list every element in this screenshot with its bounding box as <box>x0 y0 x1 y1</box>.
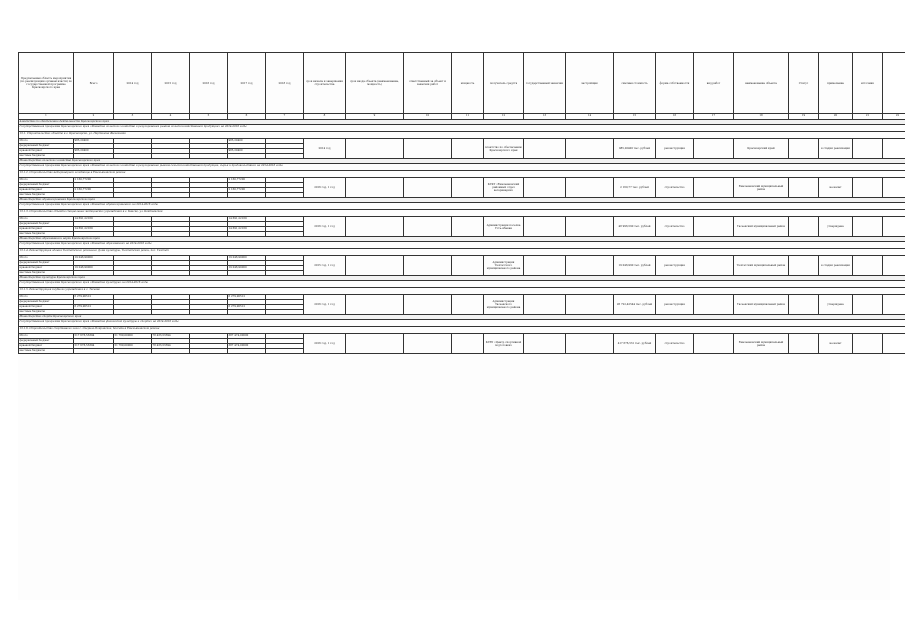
extra-cell <box>883 178 905 198</box>
column-number: 19 <box>789 114 819 120</box>
status-cell <box>789 178 819 198</box>
column-number: 8 <box>304 114 346 120</box>
item-row <box>19 288 905 295</box>
total-cell: 14 691,22169 <box>74 217 114 222</box>
capacity-cell <box>452 139 484 159</box>
builder-cell <box>566 334 614 354</box>
row-label: Итого <box>19 256 74 261</box>
agent-cell: Администрация поселка Усть-Абакан <box>484 217 524 237</box>
column-number: 21 <box>853 114 883 120</box>
agent-cell: КГБУ «Центр спортивной подготовки» <box>484 334 524 354</box>
note-cell: не начат <box>819 334 853 354</box>
column-number: 1 <box>19 114 74 120</box>
object-cell <box>346 139 404 159</box>
owner-name-cell: Красноярский край <box>734 139 789 159</box>
total-cell: 517 676,53394 <box>74 344 114 349</box>
year-cell: 6 279,90512 <box>228 295 266 300</box>
row-label: Итого <box>19 295 74 300</box>
year-cell: 6 279,90512 <box>228 305 266 310</box>
program-title: Государственная программа Красноярского края «Развитие образования» на 2014-2016 годы <box>19 242 905 249</box>
item-title: 13.1.5. Реконструкция клубного учреждения в с. Тасеево <box>19 288 905 295</box>
cost-cell: 48 996,590 тыс. рублей <box>614 217 656 237</box>
object-cell <box>346 217 404 237</box>
row-label: местные бюджеты <box>19 154 74 159</box>
work-cell <box>694 139 734 159</box>
row-label: краевой бюджет <box>19 266 74 271</box>
note-cell: в стадии реализации <box>819 139 853 159</box>
year-cell: 387 474,00000 <box>228 344 266 349</box>
builder-cell <box>566 178 614 198</box>
year-cell: 14 691,22169 <box>228 217 266 222</box>
column-number: 16 <box>656 114 694 120</box>
total-cell: 2 160,77200 <box>74 178 114 183</box>
row-label: федеральный бюджет <box>19 222 74 227</box>
extra-cell <box>883 217 905 237</box>
item-row <box>19 171 905 178</box>
period-cell: 2015 год, 1 год <box>304 256 346 276</box>
program-title: Государственная программа Красноярского края «Развитие сельского хозяйства и регулирование рынков сельскохозяйственной продукции, сырья и продовольствия» на 2014-2016 годы <box>19 164 905 171</box>
period-cell: 2016 год, 1 год <box>304 295 346 315</box>
year-cell: 14 691,22169 <box>228 227 266 232</box>
year-cell: 2 160,77200 <box>228 188 266 193</box>
column-number: 7 <box>266 114 304 120</box>
column-number: 6 <box>228 114 266 120</box>
program-row <box>19 125 905 132</box>
year-cell <box>228 349 266 354</box>
owner-name-cell: Тюхтетский муниципальный район <box>734 256 789 276</box>
program-title: Государственная программа Красноярского края «Развитие здравоохранения» на 2014-2016 годы <box>19 203 905 210</box>
agent-cell: Администрация Тюхтетского муниципального района <box>484 256 524 276</box>
row-label: Итого <box>19 217 74 222</box>
row-label: федеральный бюджет <box>19 261 74 266</box>
year-cell: 51 769,00000 <box>114 344 152 349</box>
column-number: 2 <box>74 114 114 120</box>
column-header: 2015 год <box>152 53 190 114</box>
column-header: государственный заказчик <box>524 53 566 114</box>
owner-cell <box>404 295 452 315</box>
builder-cell <box>566 295 614 315</box>
period-cell: 2014 год <box>304 139 346 159</box>
year-cell <box>152 349 190 354</box>
row-label: местные бюджеты <box>19 349 74 354</box>
capacity-cell <box>452 256 484 276</box>
program-title: Государственная программа Красноярского края «Развитие культуры» на 2014-2016 годы <box>19 281 905 288</box>
total-cell: 19 046,99000 <box>74 256 114 261</box>
status-cell <box>789 256 819 276</box>
column-number: 5 <box>190 114 228 120</box>
header-row <box>19 53 905 114</box>
customer-cell <box>524 295 566 315</box>
item-row <box>19 210 905 217</box>
total-cell: 6 279,90512 <box>74 305 114 310</box>
cost-cell: 26 722,42544 тыс. рублей <box>614 295 656 315</box>
object-cell <box>346 334 404 354</box>
status-cell <box>789 139 819 159</box>
row-label: краевой бюджет <box>19 227 74 232</box>
program-row <box>19 281 905 288</box>
item-title: 13.1.3. Строительство объекта специальных медицинских учреждений в г. Канске, ул. Кайтымская <box>19 210 905 217</box>
row-label: федеральный бюджет <box>19 144 74 149</box>
object-cell <box>346 295 404 315</box>
builder-cell <box>566 256 614 276</box>
column-number: 22 <box>883 114 905 120</box>
column-header: 2016 год <box>190 53 228 114</box>
column-header: сметная стоимость <box>614 53 656 114</box>
column-number: 12 <box>484 114 524 120</box>
item-title: 13.1.2. Строительство ветеринарной лечебницы в Емельяновском районе <box>19 171 905 178</box>
status-cell <box>789 217 819 237</box>
section-title: Министерство здравоохранения Красноярского края <box>19 198 905 203</box>
column-number: 15 <box>614 114 656 120</box>
column-header: ответственный за объект и заказчик работ <box>404 53 452 114</box>
row-label: Итого <box>19 334 74 339</box>
column-number: 20 <box>819 114 853 120</box>
row-label: федеральный бюджет <box>19 339 74 344</box>
capacity-cell <box>452 178 484 198</box>
capacity-cell <box>452 217 484 237</box>
total-cell: 14 691,22169 <box>74 227 114 232</box>
owner-cell <box>404 178 452 198</box>
owner-cell <box>404 139 452 159</box>
year-cell: 19 046,99000 <box>228 266 266 271</box>
kind-cell: строительство <box>656 217 694 237</box>
customer-cell <box>524 256 566 276</box>
column-header: 2017 год <box>228 53 266 114</box>
agent-cell: КГКУ «Емельяновский районный отдел ветеринарии» <box>484 178 524 198</box>
year-cell: 78 433,53394 <box>152 334 190 339</box>
owner-cell <box>404 256 452 276</box>
row-label: Итого <box>19 139 74 144</box>
status-cell <box>789 334 819 354</box>
column-number: 3 <box>114 114 152 120</box>
column-header <box>883 53 905 114</box>
object-cell <box>346 256 404 276</box>
total-cell <box>74 349 114 354</box>
column-number: 13 <box>524 114 566 120</box>
cost-cell: 985,20400 тыс. рублей <box>614 139 656 159</box>
year-cell <box>114 349 152 354</box>
column-header: вид работ <box>694 53 734 114</box>
kind-cell: реконструкция <box>656 139 694 159</box>
column-header: Предлагаемая область мероприятия (по реализующим органам власти) по государственной программе Красноярского края <box>19 53 74 114</box>
source-cell <box>853 139 883 159</box>
item-row <box>19 249 905 256</box>
column-header: примечание <box>819 53 853 114</box>
column-header: срок ввода объекта (наименование, мощность) <box>346 53 404 114</box>
column-header: 2014 год <box>114 53 152 114</box>
kind-cell: строительство <box>656 178 694 198</box>
status-cell <box>789 295 819 315</box>
builder-cell <box>566 139 614 159</box>
work-cell <box>694 217 734 237</box>
row-label: местные бюджеты <box>19 232 74 237</box>
column-header: источник <box>853 53 883 114</box>
section-title: Министерство сельского хозяйства Красноярского края <box>19 159 905 164</box>
owner-cell <box>404 217 452 237</box>
row-label: краевой бюджет <box>19 188 74 193</box>
year-cell: 19 046,99000 <box>228 256 266 261</box>
column-number: 14 <box>566 114 614 120</box>
item-title: 13.1.4. Реконструкция здания Тюхтетского районного Дома культуры, Тюхтетский район, пос. Тюхтет <box>19 249 905 256</box>
builder-cell <box>566 217 614 237</box>
work-cell <box>694 256 734 276</box>
program-row <box>19 164 905 171</box>
program-row <box>19 203 905 210</box>
source-cell <box>853 295 883 315</box>
column-header: срок начала и завершения строительства <box>304 53 346 114</box>
program-title: Государственная программа Красноярского края «Развитие сельского хозяйства и регулирования рынков сельскохозяйственной продукции» на 2014-2016 годы <box>19 125 905 132</box>
source-cell <box>853 178 883 198</box>
total-cell: 19 046,99000 <box>74 266 114 271</box>
total-cell: 6 279,90512 <box>74 295 114 300</box>
note-cell: в стадии реализации <box>819 256 853 276</box>
year-cell: 387 474,00000 <box>228 334 266 339</box>
column-header: 2018 год <box>266 53 304 114</box>
row-label: местные бюджеты <box>19 310 74 315</box>
row-label: федеральный бюджет <box>19 300 74 305</box>
customer-cell <box>524 217 566 237</box>
row-label: местные бюджеты <box>19 193 74 198</box>
item-title: 13.1. Строительство объекта в г. Красноярске, ул. Партизана Железняка <box>19 132 905 139</box>
owner-name-cell: Тасеевский муниципальный район <box>734 295 789 315</box>
period-cell: 2016 год, 1 год <box>304 334 346 354</box>
extra-cell <box>883 295 905 315</box>
note-cell: утверждена <box>819 217 853 237</box>
column-header: получатель средств <box>484 53 524 114</box>
source-cell <box>853 334 883 354</box>
note-cell: утверждена <box>819 295 853 315</box>
source-cell <box>853 217 883 237</box>
work-cell <box>694 178 734 198</box>
column-header: Всего <box>74 53 114 114</box>
kind-cell: реконструкция <box>656 256 694 276</box>
column-number: 18 <box>734 114 789 120</box>
year-cell: 985,20400 <box>228 139 266 144</box>
column-header: Статус <box>789 53 819 114</box>
cost-cell: 2 160,77 тыс. рублей <box>614 178 656 198</box>
program-row <box>19 242 905 249</box>
agent-cell: Агентство по обеспечению Красноярского края <box>484 139 524 159</box>
owner-name-cell: Емельяновский муниципальный район <box>734 178 789 198</box>
total-cell: 985,20400 <box>74 139 114 144</box>
source-cell <box>853 256 883 276</box>
item-title: 13.1.6. Строительство спортивного зала с. Озерное-Покровское, бассейн в Емельяновском районе <box>19 327 905 334</box>
year-cell <box>190 349 228 354</box>
year-cell: 2 160,77200 <box>228 178 266 183</box>
agent-cell: Администрация Тасеевского муниципального района <box>484 295 524 315</box>
row-label: краевой бюджет <box>19 305 74 310</box>
total-cell: 985,20400 <box>74 149 114 154</box>
section-title: Агентство по обеспечению деятельности Красноярского края <box>19 120 905 125</box>
column-number: 11 <box>452 114 484 120</box>
item-row <box>19 327 905 334</box>
column-header: мощность <box>452 53 484 114</box>
section-title: Министерство спорта Красноярского края <box>19 315 905 320</box>
period-cell: 2016 год, 1 год <box>304 178 346 198</box>
item-row <box>19 132 905 139</box>
year-cell: 78 433,53394 <box>152 344 190 349</box>
year-cell: 985,20400 <box>228 149 266 154</box>
investment-table <box>18 52 905 354</box>
program-title: Государственная программа Красноярского края «Развитие физической культуры и спорта» на 2014-2016 годы <box>19 320 905 327</box>
column-header: форма собственности <box>656 53 694 114</box>
capacity-cell <box>452 295 484 315</box>
extra-cell <box>883 256 905 276</box>
extra-cell <box>883 139 905 159</box>
capacity-cell <box>452 334 484 354</box>
cost-cell: 417 676,531 тыс. рублей <box>614 334 656 354</box>
column-header: застройщик <box>566 53 614 114</box>
section-title: Министерство культуры Красноярского края <box>19 276 905 281</box>
kind-cell: строительство <box>656 334 694 354</box>
column-number: 4 <box>152 114 190 120</box>
column-number: 17 <box>694 114 734 120</box>
work-cell <box>694 334 734 354</box>
column-header: наименование объекта <box>734 53 789 114</box>
row-label: федеральный бюджет <box>19 183 74 188</box>
extra-cell <box>883 334 905 354</box>
row-label: Итого <box>19 178 74 183</box>
owner-name-cell: Емельяновский муниципальный район <box>734 334 789 354</box>
customer-cell <box>524 178 566 198</box>
owner-name-cell: Тасеевский муниципальный район <box>734 217 789 237</box>
row-label: краевой бюджет <box>19 149 74 154</box>
owner-cell <box>404 334 452 354</box>
spreadsheet-sheet <box>18 52 900 600</box>
total-cell: 2 160,77200 <box>74 188 114 193</box>
note-cell: не начат <box>819 178 853 198</box>
object-cell <box>346 178 404 198</box>
section-title: Министерство образования и науки Красноярского края <box>19 237 905 242</box>
row-label: местные бюджеты <box>19 271 74 276</box>
column-number: 10 <box>404 114 452 120</box>
program-row <box>19 320 905 327</box>
row-label: краевой бюджет <box>19 344 74 349</box>
kind-cell: реконструкция <box>656 295 694 315</box>
year-cell <box>266 349 304 354</box>
customer-cell <box>524 334 566 354</box>
customer-cell <box>524 139 566 159</box>
period-cell: 2016 год, 1 год <box>304 217 346 237</box>
work-cell <box>694 295 734 315</box>
column-number: 9 <box>346 114 404 120</box>
year-cell: 51 769,00000 <box>114 334 152 339</box>
cost-cell: 19 046,990 тыс. рублей <box>614 256 656 276</box>
total-cell: 517 676,53394 <box>74 334 114 339</box>
